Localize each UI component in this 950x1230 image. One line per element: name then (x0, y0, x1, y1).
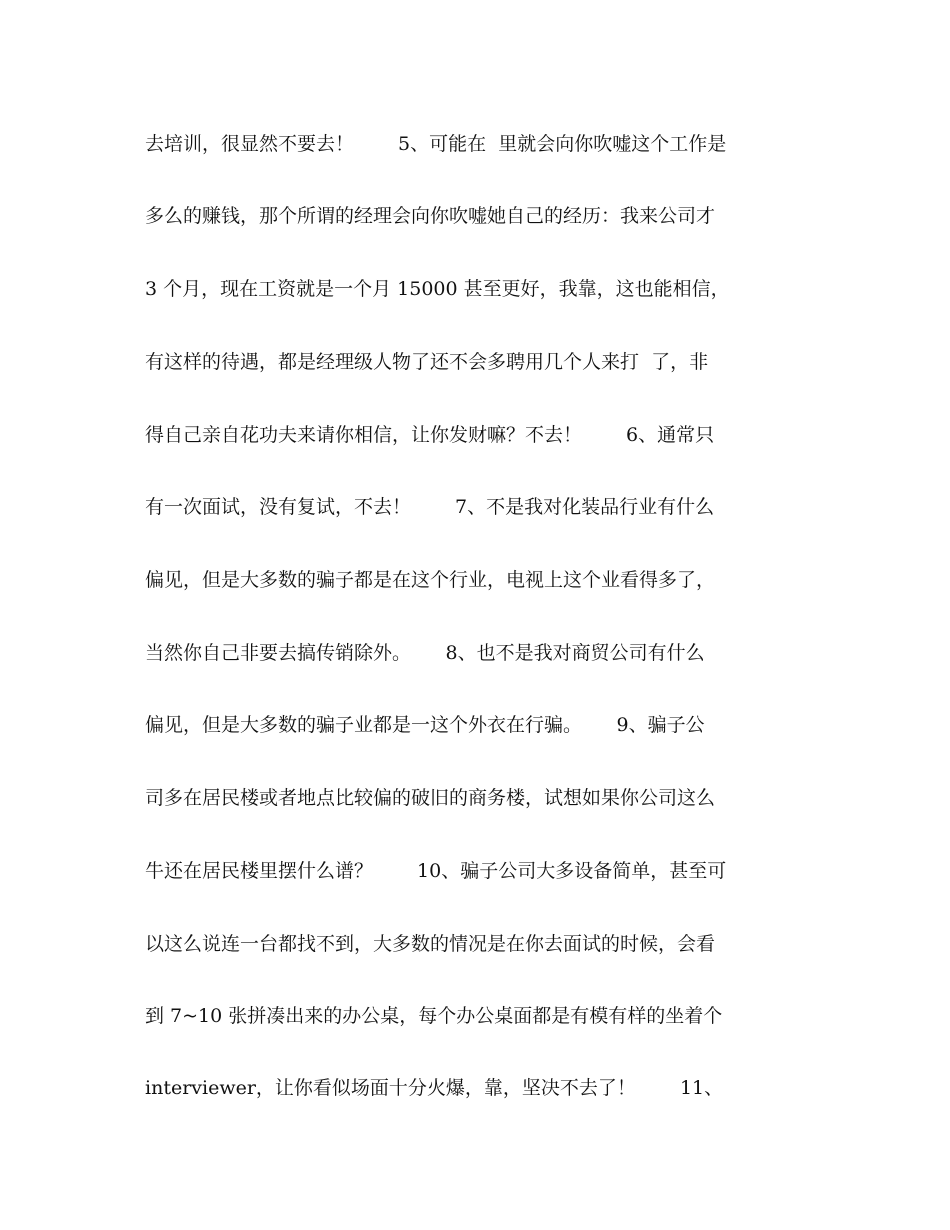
text-line-2: 多么的赚钱，那个所谓的经理会向你吹嘘她自己的经历：我来公司才 (145, 205, 716, 227)
text-line-12: 以这么说连一台都找不到，大多数的情况是在你去面试的时候，会看 (145, 933, 716, 955)
text-line-14: interviewer，让你看似场面十分火爆，靠，坚决不去了！ 11、 (145, 1077, 724, 1099)
text-line-8: 当然你自己非要去搞传销除外。 8、也不是我对商贸公司有什么 (145, 642, 705, 664)
text-line-11: 牛还在居民楼里摆什么谱？ 10、骗子公司大多设备简单，甚至可 (145, 860, 727, 882)
text-line-5: 得自己亲自花功夫来请你相信，让你发财嘛？不去！ 6、通常只 (145, 424, 715, 446)
text-line-6: 有一次面试，没有复试，不去！ 7、不是我对化装品行业有什么 (145, 496, 715, 518)
text-line-7: 偏见，但是大多数的骗子都是在这个行业，电视上这个业看得多了， (145, 569, 716, 591)
text-line-13: 到 7~10 张拼凑出来的办公桌，每个办公桌面都是有模有样的坐着个 (145, 1005, 723, 1027)
text-line-4: 有这样的待遇，都是经理级人物了还不会多聘用几个人来打 了，非 (145, 351, 709, 373)
text-line-1: 去培训，很显然不要去！ 5、可能在 里就会向你吹嘘这个工作是 (145, 133, 727, 155)
text-line-10: 司多在居民楼或者地点比较偏的破旧的商务楼，试想如果你公司这么 (145, 787, 716, 809)
text-line-3: 3 个月，现在工资就是一个月 15000 甚至更好，我靠，这也能相信， (145, 278, 730, 300)
text-line-9: 偏见，但是大多数的骗子业都是一这个外衣在行骗。 9、骗子公 (145, 714, 705, 736)
